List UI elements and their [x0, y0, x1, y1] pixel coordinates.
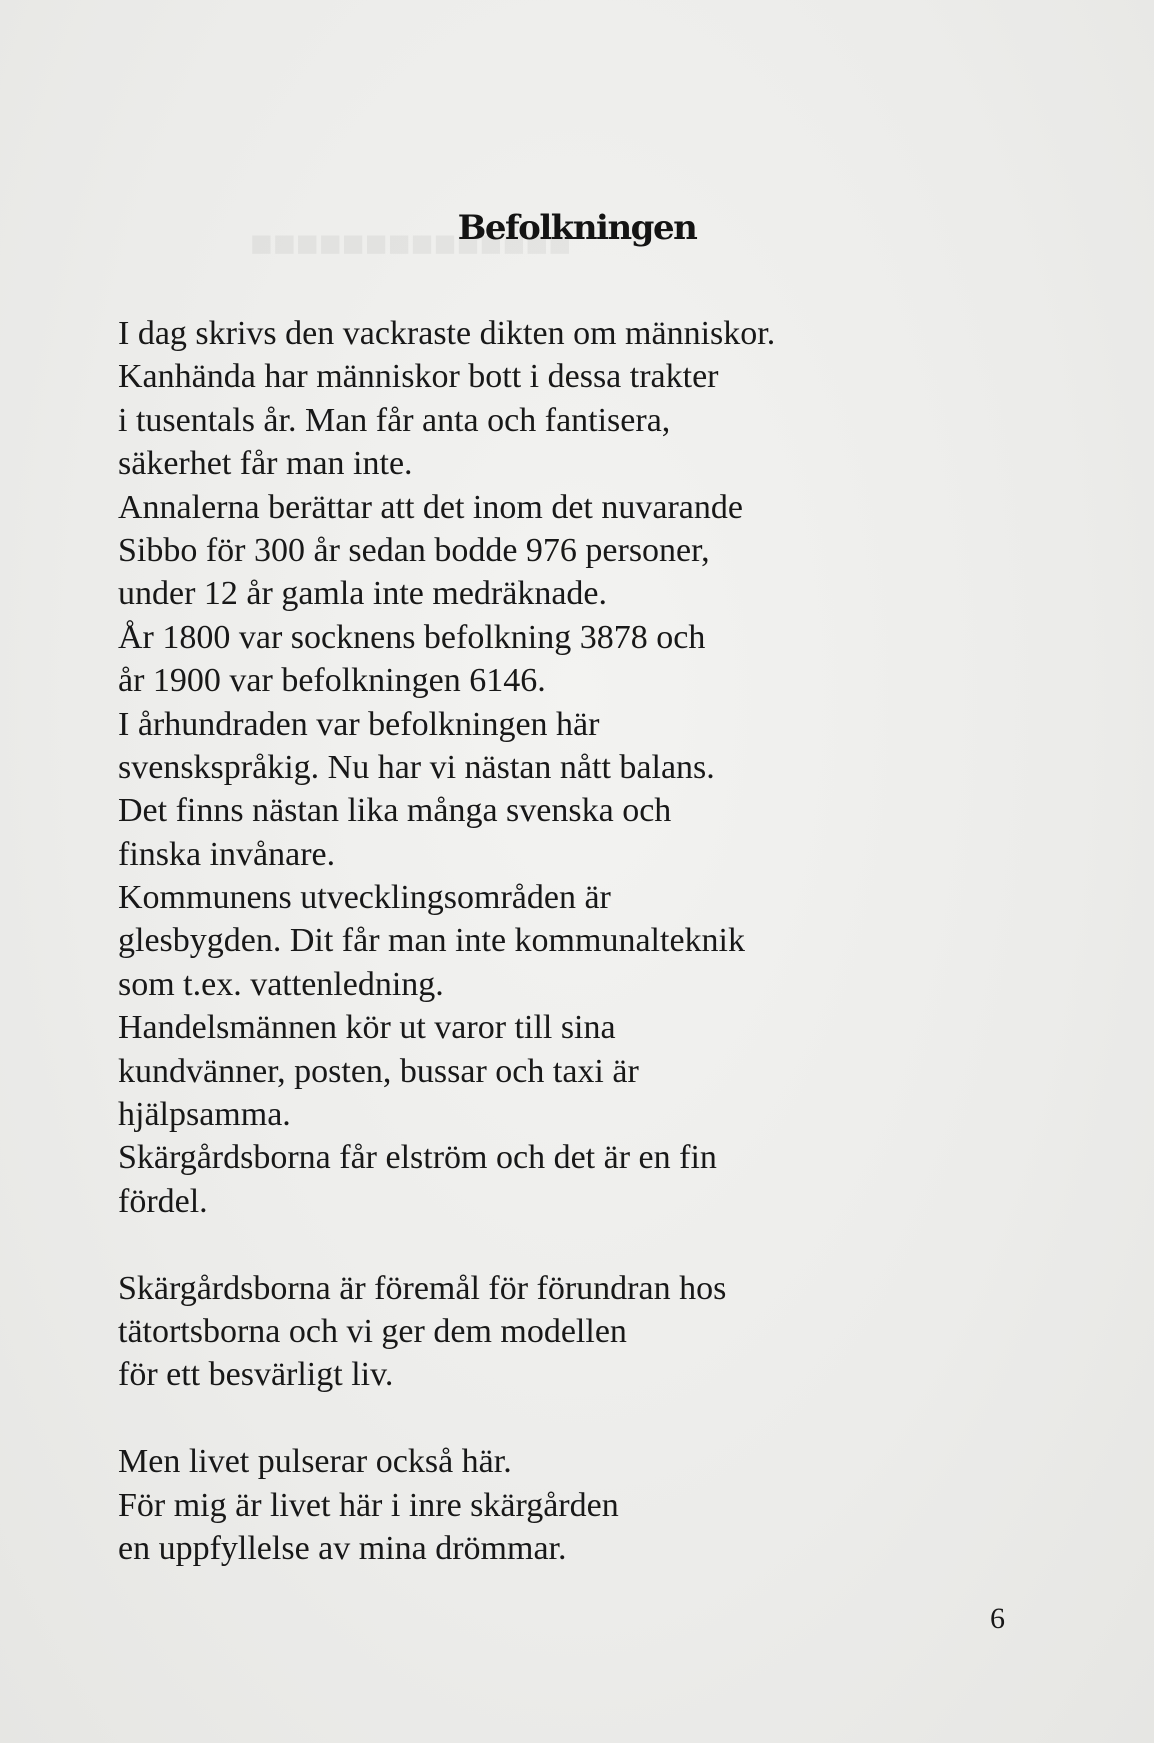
- poem-line: kundvänner, posten, bussar och taxi är: [118, 1052, 639, 1090]
- poem-line: I århundraden var befolkningen här: [118, 705, 600, 743]
- poem-line: år 1900 var befolkningen 6146.: [118, 662, 546, 700]
- page-title: Befolkningen: [457, 208, 697, 248]
- poem-line: Sibbo för 300 år sedan bodde 976 personer,: [118, 531, 710, 569]
- poem-line: i tusentals år. Man får anta och fantisera,: [118, 401, 671, 439]
- poem-line: finska invånare.: [118, 835, 336, 873]
- stanza: [118, 1267, 998, 1397]
- poem-line: I dag skrivs den vackraste dikten om människor.: [118, 315, 776, 352]
- poem-line: År 1800 var socknens befolkning 3878 och: [118, 618, 706, 656]
- poem-line: för ett besvärligt liv.: [118, 1356, 394, 1394]
- poem-line: Kommunens utvecklingsområden är: [118, 879, 611, 917]
- poem-body: [118, 312, 998, 1570]
- stanza-gap: [118, 1397, 998, 1440]
- poem-line: svenskspråkig. Nu har vi nästan nått balans.: [118, 748, 715, 786]
- poem-line: hjälpsamma.: [118, 1096, 291, 1134]
- poem-line: säkerhet får man inte.: [118, 445, 413, 483]
- poem-line: För mig är livet här i inre skärgården: [118, 1486, 619, 1524]
- poem-line: fördel.: [118, 1182, 208, 1220]
- poem-line: en uppfyllelse av mina drömmar.: [118, 1529, 567, 1567]
- stanza: [118, 1440, 998, 1570]
- poem-line: Kanhända har människor bott i dessa trakter: [118, 358, 719, 396]
- poem-line: Handelsmännen kör ut varor till sina: [118, 1009, 616, 1047]
- poem-line: Skärgårdsborna är föremål för förundran hos: [118, 1269, 727, 1307]
- stanza: [118, 312, 998, 1223]
- stanza-gap: [118, 1223, 998, 1266]
- poem-line: Men livet pulserar också här.: [118, 1443, 512, 1481]
- poem-line: Det finns nästan lika många svenska och: [118, 792, 672, 830]
- poem-line: Annalerna berättar att det inom det nuvarande: [118, 488, 743, 526]
- poem-line: glesbygden. Dit får man inte kommunalteknik: [118, 922, 745, 960]
- poem-line: som t.ex. vattenledning.: [118, 965, 444, 1003]
- poem-line: tätortsborna och vi ger dem modellen: [118, 1312, 627, 1350]
- poem-line: under 12 år gamla inte medräknade.: [118, 575, 608, 613]
- page-number: 6: [990, 1602, 1005, 1635]
- poem-line: Skärgårdsborna får elström och det är en fin: [118, 1139, 717, 1177]
